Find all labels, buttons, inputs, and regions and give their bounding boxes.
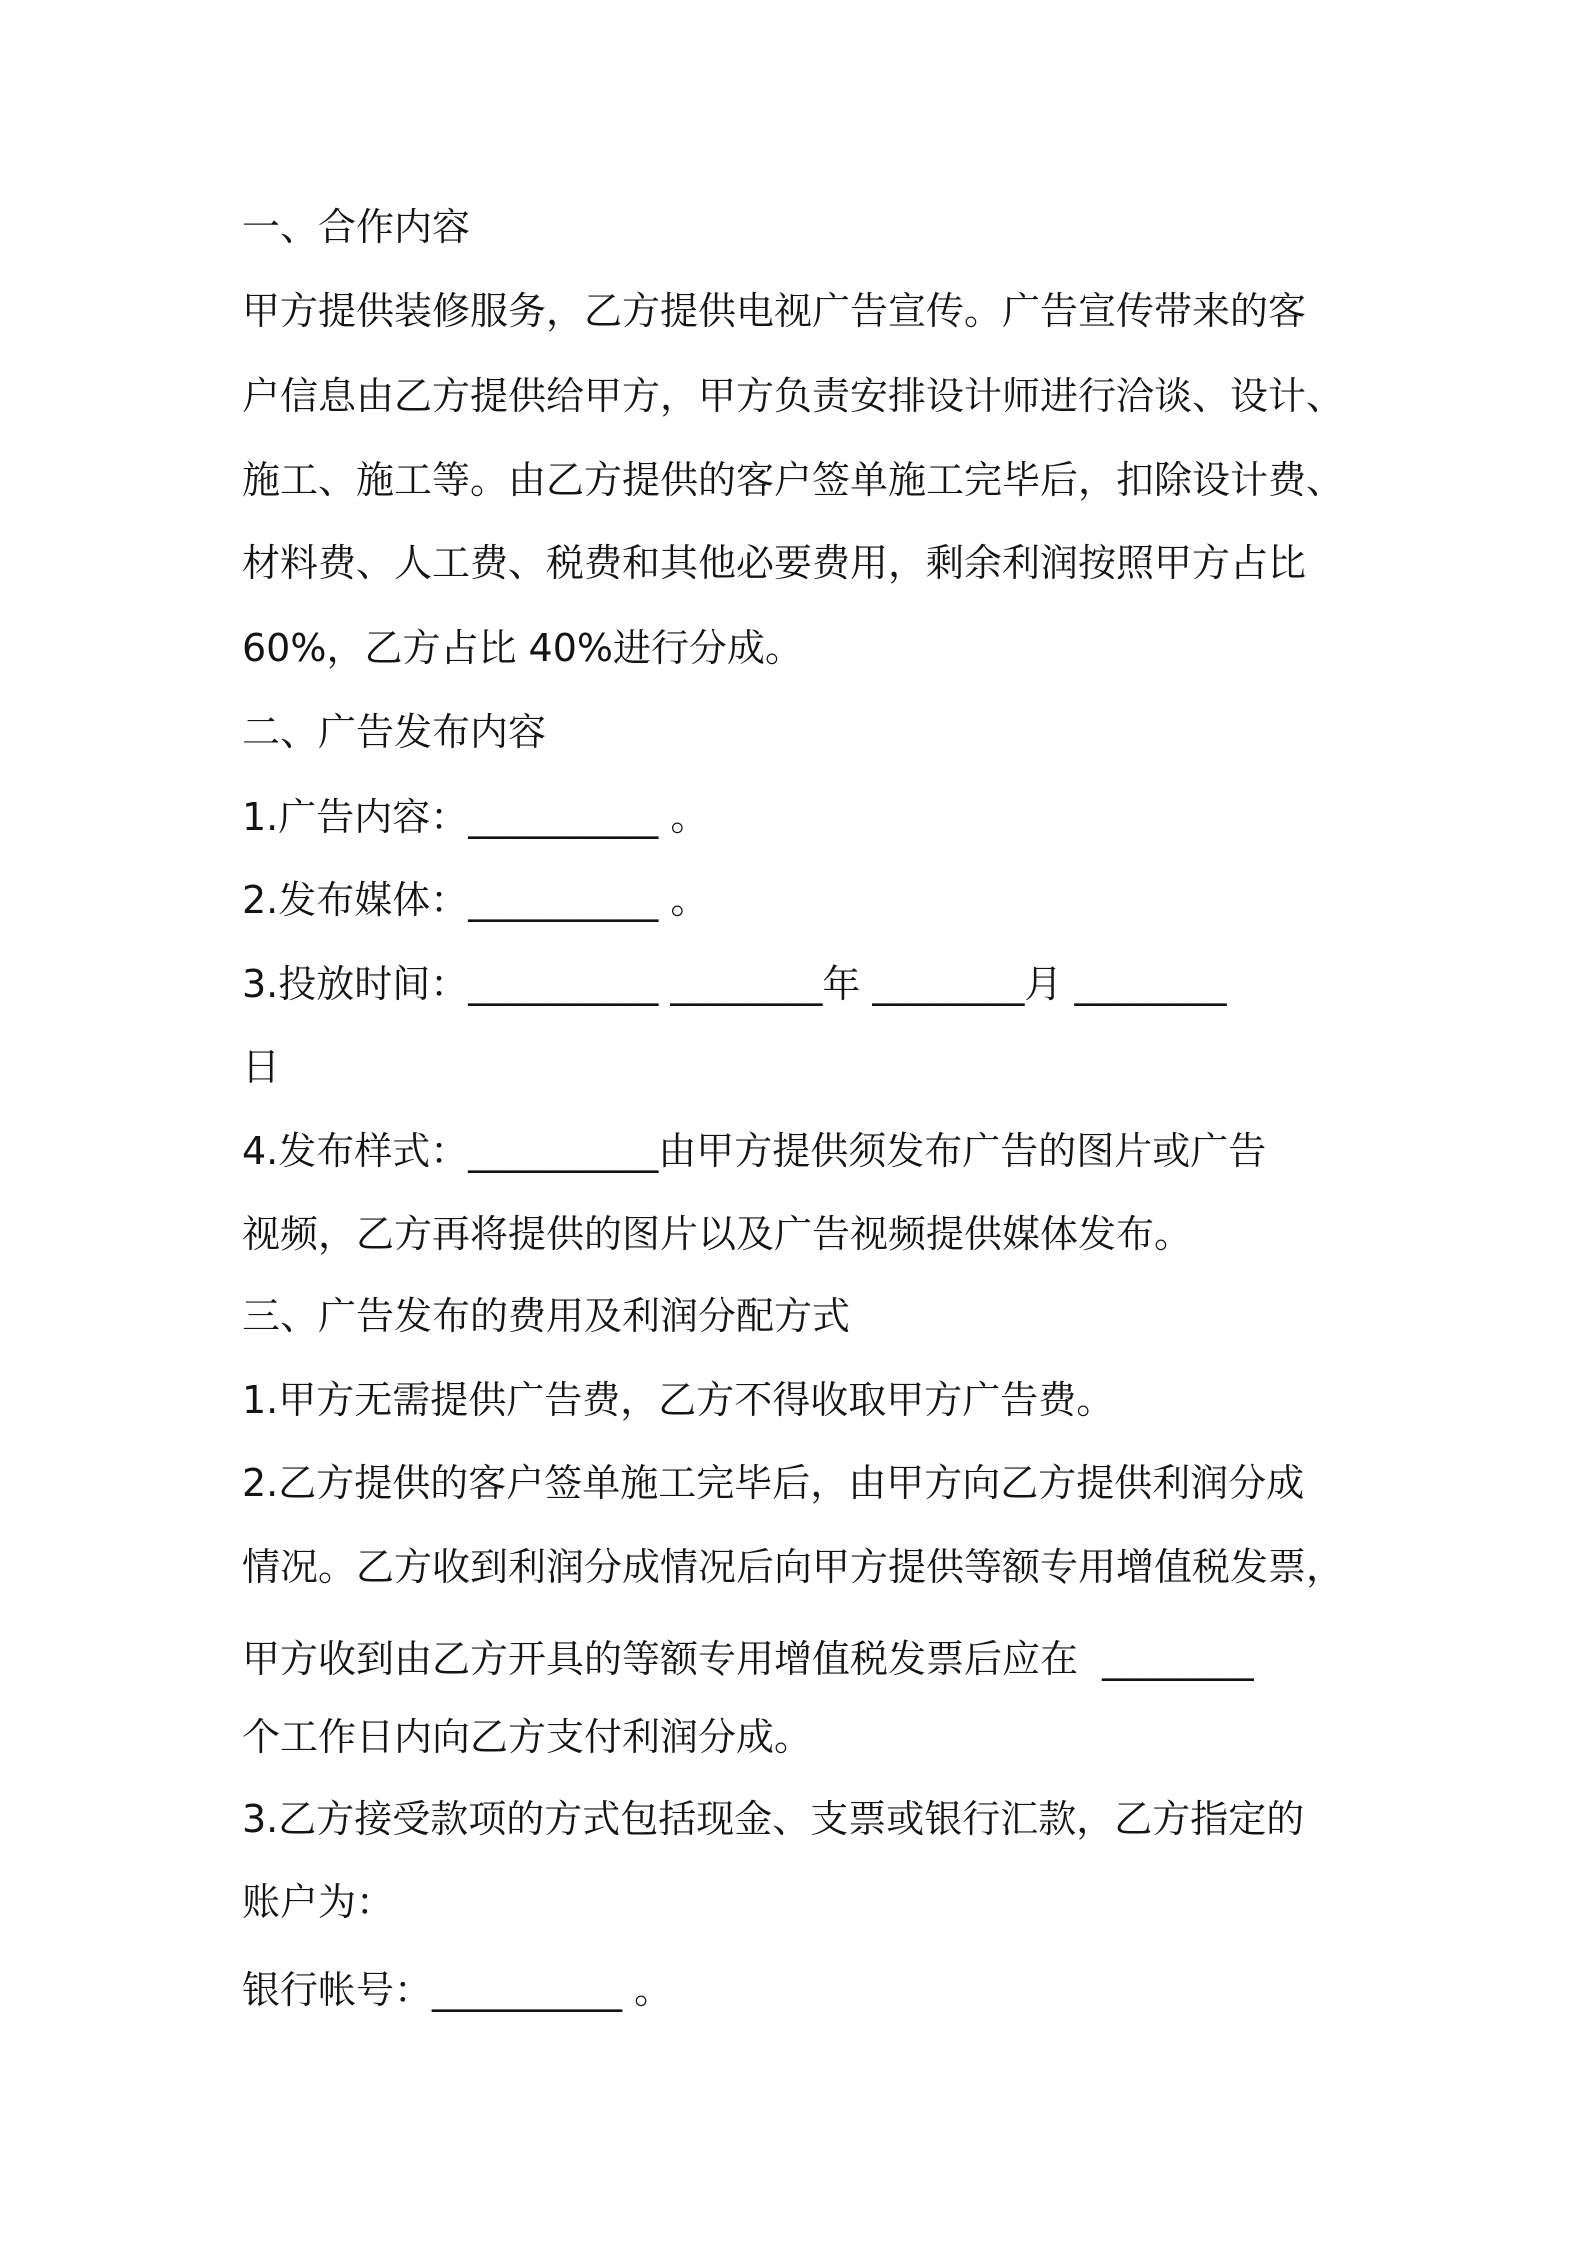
paragraph-line: 甲方提供装修服务，乙方提供电视广告宣传。广告宣传带来的客: [242, 289, 1307, 333]
paragraph-line: 3.乙方接受款项的方式包括现金、支票或银行汇款，乙方指定的: [242, 1797, 1305, 1841]
paragraph-line: 2.乙方提供的客户签单施工完毕后，由甲方向乙方提供利润分成: [242, 1461, 1305, 1505]
paragraph-line: 账户为：: [242, 1880, 395, 1924]
paragraph-line: 1.甲方无需提供广告费，乙方不得收取甲方广告费。: [242, 1378, 1115, 1422]
paragraph-line: 视频，乙方再将提供的图片以及广告视频提供媒体发布。: [242, 1212, 1193, 1256]
bank-account-field-line: 银行帐号：__________ 。: [242, 1968, 673, 2012]
section-heading-cooperation: 一、合作内容: [242, 205, 471, 249]
style-field-line: 4.发布样式：__________由甲方提供须发布广告的图片或广告: [242, 1129, 1267, 1173]
paragraph-line: 材料费、人工费、税费和其他必要费用，剩余利润按照甲方占比: [242, 541, 1307, 585]
paragraph-line: 施工、施工等。由乙方提供的客户签单施工完毕后，扣除设计费、: [242, 458, 1345, 502]
media-field-line: 2.发布媒体：__________ 。: [242, 878, 709, 922]
schedule-field-line: 3.投放时间：__________ ________年 ________月 ________: [242, 962, 1227, 1006]
paragraph-line: 情况。乙方收到利润分成情况后向甲方提供等额专用增值税发票，: [242, 1545, 1345, 1589]
payment-days-field-line: 甲方收到由乙方开具的等额专用增值税发票后应在 ________: [242, 1637, 1255, 1681]
section-heading-fees-profit: 三、广告发布的费用及利润分配方式: [242, 1294, 851, 1338]
paragraph-line: 60%，乙方占比 40%进行分成。: [242, 626, 804, 670]
paragraph-line: 户信息由乙方提供给甲方，甲方负责安排设计师进行洽谈、设计、: [242, 374, 1345, 418]
ad-content-field-line: 1.广告内容：__________ 。: [242, 795, 709, 839]
paragraph-line: 个工作日内向乙方支付利润分成。: [242, 1715, 813, 1759]
paragraph-line: 日: [242, 1045, 281, 1089]
section-heading-ad-content: 二、广告发布内容: [242, 710, 547, 754]
